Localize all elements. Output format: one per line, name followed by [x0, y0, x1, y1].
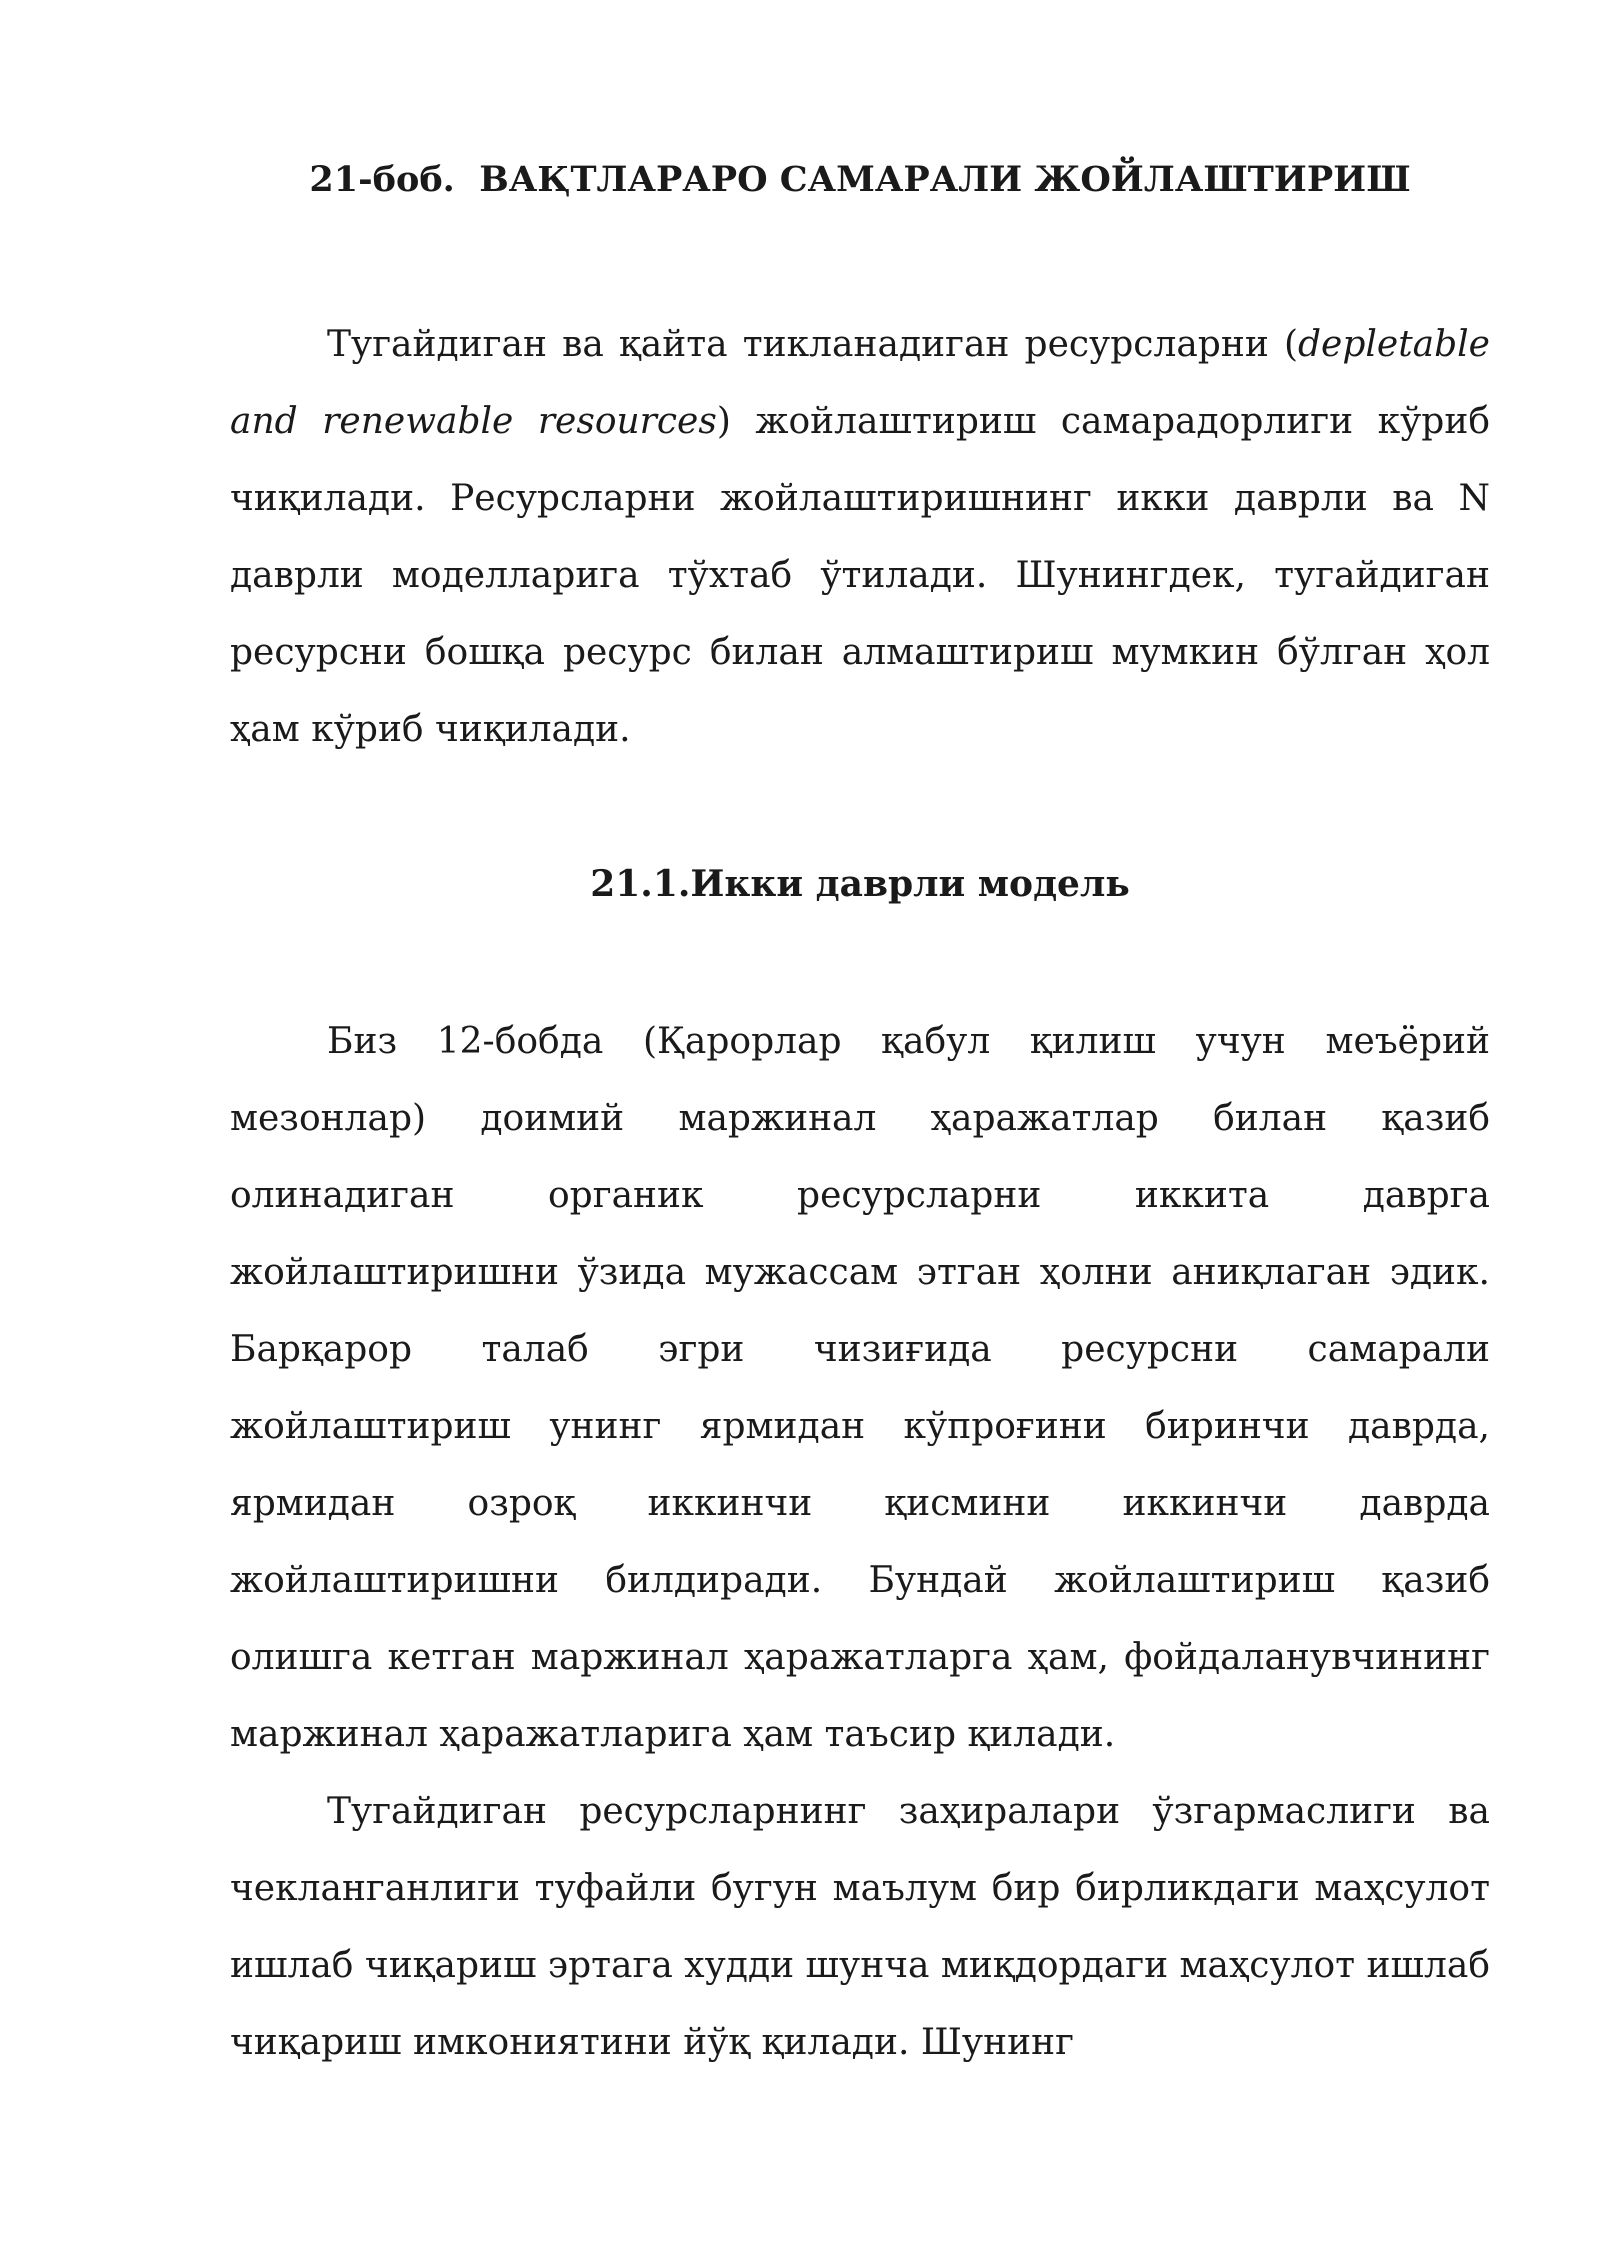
- chapter-title-text: ВАҚТЛАРАРО САМАРАЛИ ЖОЙЛАШТИРИШ: [479, 159, 1411, 200]
- intro-text-before: Тугайдиган ва қайта тикланадиган ресурсларни (: [327, 324, 1298, 365]
- chapter-number: 21-боб.: [309, 159, 455, 200]
- intro-paragraph: [230, 306, 1490, 768]
- intro-term: depletable and renewable resources: [230, 324, 1490, 442]
- intro-text-after: ) жойлаштириш самарадорлиги кўриб чиқилади. Ресурсларни жойлаштиришнинг икки даврли ва N даврли моделларига тўхтаб ўтилади. Шунингдек, тугайдиган ресурсни бошқа ресурс билан алмаштириш мумкин бўлган ҳол ҳам кўриб чиқилади.: [230, 401, 1490, 750]
- body-paragraph: Биз 12-бобда (Қарорлар қабул қилиш учун меъёрий мезонлар) доимий маржинал ҳаражатлар билан қазиб олинадиган органик ресурсларни иккита даврга жойлаштиришни ўзида мужассам этган ҳолни аниқлаган эдик. Барқарор талаб эгри чизиғида ресурсни самарали жойлаштириш унинг ярмидан кўпроғини биринчи даврда, ярмидан озроқ иккинчи қисмини иккинчи даврда жойлаштиришни билдиради. Бундай жойлаштириш қазиб олишга кетган маржинал ҳаражатларга ҳам, фойдаланувчининг маржинал ҳаражатларига ҳам таъсир қилади.: [230, 1021, 1490, 1755]
- body-paragraph: Тугайдиган ресурсларнинг заҳиралари ўзгармаслиги ва чекланганлиги туфайли бугун маълум бир бирликдаги маҳсулот ишлаб чиқариш эртага худди шунча миқдордаги маҳсулот ишлаб чиқариш имкониятини йўқ қилади. Шунинг: [230, 1791, 1490, 2063]
- chapter-title: [230, 140, 1490, 220]
- document-page: [230, 140, 1490, 2081]
- section-title: 21.1.Икки даврли модель: [590, 863, 1130, 905]
